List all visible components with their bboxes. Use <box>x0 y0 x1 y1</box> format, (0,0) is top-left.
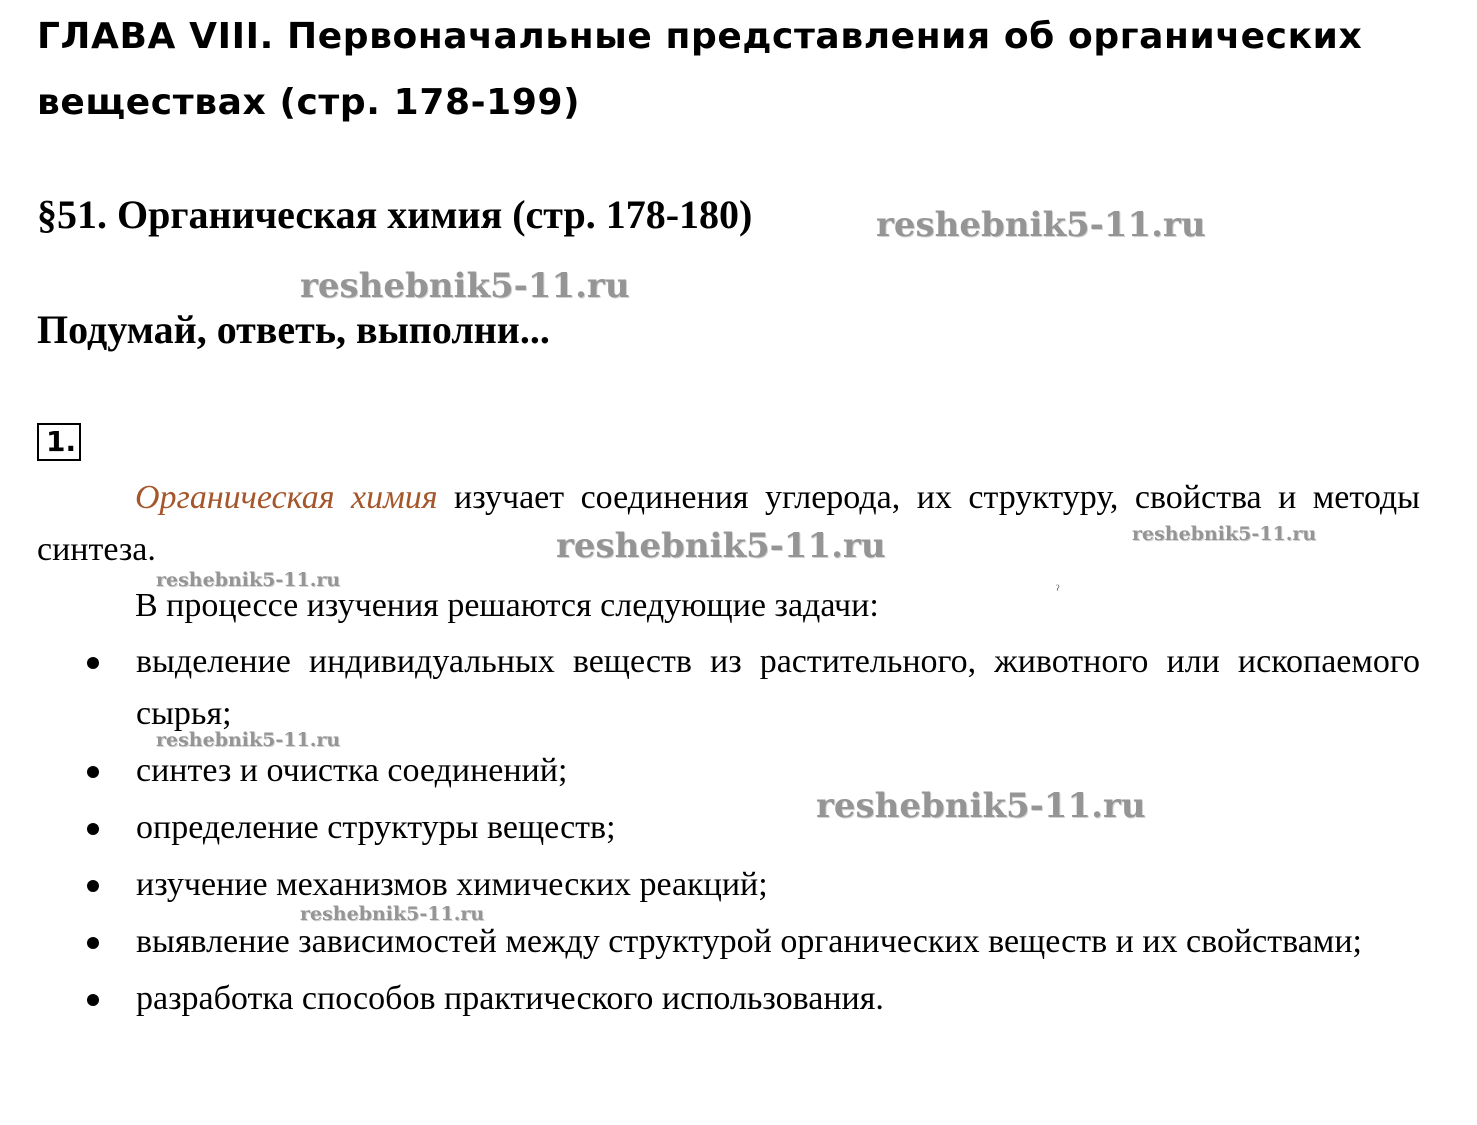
stray-mark: ˀ <box>1056 583 1060 598</box>
list-item <box>0 802 1420 854</box>
definition-term: Органическая химия <box>135 479 438 516</box>
list-item <box>0 636 1420 740</box>
watermark: reshebnik5-11.ru <box>876 205 1206 245</box>
bullet-icon <box>87 937 99 949</box>
chapter-title: ГЛАВА VIII. Первоначальные представления об органических веществах (стр. 178-199) <box>37 16 1363 123</box>
watermark: reshebnik5-11.ru <box>300 903 485 925</box>
list-item <box>0 916 1420 968</box>
task-number-box: 1. <box>37 423 81 461</box>
watermark: reshebnik5-11.ru <box>300 266 630 306</box>
section-title: §51. Органическая химия (стр. 178-180) <box>37 192 753 237</box>
list-item-text: определение структуры веществ; <box>136 809 616 846</box>
list-item <box>0 745 1420 797</box>
bullet-icon <box>87 994 99 1006</box>
bullet-icon <box>87 880 99 892</box>
bullet-icon <box>87 766 99 778</box>
exercise-subheading: Подумай, ответь, выполни... <box>37 307 550 352</box>
watermark: reshebnik5-11.ru <box>156 569 341 591</box>
bullet-icon <box>87 657 99 669</box>
watermark: reshebnik5-11.ru <box>556 526 886 566</box>
tasks-intro: В процессе изучения решаются следующие задачи: <box>135 587 879 624</box>
list-item <box>0 859 1420 911</box>
list-item-text: выделение индивидуальных веществ из растительного, животного или ископаемого сырья; <box>136 643 1420 732</box>
list-item <box>0 973 1420 1025</box>
bullet-icon <box>87 823 99 835</box>
list-item-text: выявление зависимостей между структурой органических веществ и их свойствами; <box>136 923 1362 960</box>
list-item-text: разработка способов практического использования. <box>136 980 884 1017</box>
watermark: reshebnik5-11.ru <box>1132 523 1317 545</box>
list-item-text: изучение механизмов химических реакций; <box>136 866 768 903</box>
watermark: reshebnik5-11.ru <box>816 786 1146 826</box>
list-item-text: синтез и очистка соединений; <box>136 752 568 789</box>
watermark: reshebnik5-11.ru <box>156 729 341 751</box>
task-list <box>0 636 1420 1030</box>
definition-text: изучает соединения углерода, их структуру, свойства и методы синтеза. <box>37 479 1420 568</box>
